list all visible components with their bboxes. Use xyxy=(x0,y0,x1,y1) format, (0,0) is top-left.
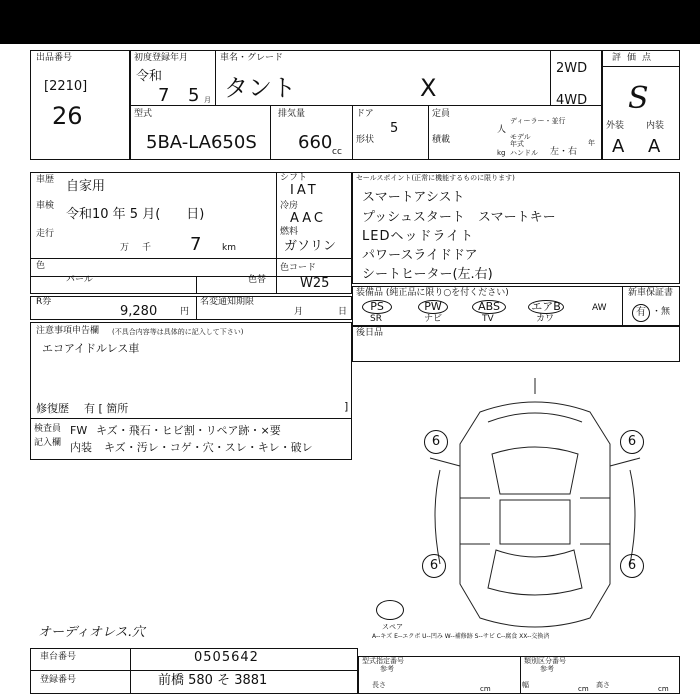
repair-close: ] xyxy=(344,400,349,413)
doors: 5 xyxy=(390,121,399,136)
inspection: 令和10 年 5 月( 日) xyxy=(66,207,205,222)
rear-seat-label: 後日品 xyxy=(356,328,384,338)
equipment-ps: PS xyxy=(362,300,392,314)
recycle-box xyxy=(30,296,352,320)
dealer-label: ディーラー・並行 xyxy=(510,117,566,125)
score-label: 評価点 xyxy=(612,53,658,63)
dim-cm: cm xyxy=(578,685,589,693)
chassis-label: 車台番号 xyxy=(40,652,77,662)
spare-label: スペア xyxy=(382,623,403,631)
dim-width-label: 幅 xyxy=(522,681,529,689)
fuel-label: 燃料 xyxy=(280,227,299,237)
color-label: 色 xyxy=(36,261,46,271)
cc-unit: cc xyxy=(332,147,342,157)
lot-number: 26 xyxy=(52,102,83,130)
repair-value: 有 [ 箇所 xyxy=(84,402,129,415)
inspector-label-2: 記入欄 xyxy=(34,438,62,448)
equipment-navi: ナビ xyxy=(424,314,443,324)
ref-label: 参考 xyxy=(540,665,554,673)
drive-2wd: 2WD xyxy=(556,61,588,76)
session-number: [2210] xyxy=(44,79,88,94)
recycle-fee: 9,280 xyxy=(120,304,158,319)
equipment-leather: カワ xyxy=(536,314,555,324)
grade: X xyxy=(420,74,437,102)
handle-value: 左・右 xyxy=(550,147,578,157)
inspector-label-1: 検査員 xyxy=(34,424,62,434)
load-label: 積載 xyxy=(432,135,451,145)
inspection-label: 車検 xyxy=(36,201,55,211)
car-body-diagram xyxy=(410,374,660,634)
ac: AAC xyxy=(290,211,326,226)
tire-mark: 6 xyxy=(422,554,446,578)
auction-sheet xyxy=(0,44,700,700)
sales-point-item: スマートアシスト xyxy=(362,190,465,205)
rear-box xyxy=(352,326,680,362)
tire-mark: 6 xyxy=(620,430,644,454)
doors-label: ドア xyxy=(356,109,374,119)
history: 自家用 xyxy=(66,179,106,194)
shift-label: シフト xyxy=(280,173,308,183)
drive-4wd: 4WD xyxy=(556,93,588,108)
kg-unit: kg xyxy=(497,149,506,157)
class-no-label: 類別区分番号 xyxy=(524,657,566,665)
equipment-abs: ABS xyxy=(472,300,506,314)
warranty-label: 新車保証書 xyxy=(628,288,674,298)
notes-label: 注意事項申告欄 xyxy=(36,326,100,336)
person-unit: 人 xyxy=(497,125,507,135)
dim-length-label: 長さ xyxy=(372,681,386,689)
inspector-ext-items: キズ・飛石・ヒビ割・リペア跡・×要 xyxy=(96,424,281,437)
year-unit: 年 xyxy=(588,139,595,147)
sales-point-item: シートヒーター(左.右) xyxy=(362,267,493,282)
score: S xyxy=(628,81,649,116)
tax-month: 月 xyxy=(294,307,304,317)
equipment-sr: SR xyxy=(370,314,382,324)
yen-unit: 円 xyxy=(180,307,190,317)
mileage-value: 7 xyxy=(190,234,202,255)
spare-tire-icon xyxy=(376,600,404,620)
equipment-tv: TV xyxy=(482,314,494,324)
spec-box xyxy=(358,656,680,694)
color: パール xyxy=(66,275,93,285)
inspector-int-prefix: 内装 xyxy=(70,441,92,454)
repair-label: 修復歴 xyxy=(36,402,69,415)
exterior-grade: A xyxy=(612,136,625,157)
reg-month: 5 xyxy=(188,85,200,106)
first-reg-label: 初度登録年月 xyxy=(134,53,189,63)
displacement: 660 xyxy=(298,132,333,153)
plate-label: 登録番号 xyxy=(40,675,77,685)
dim-cm: cm xyxy=(658,685,669,693)
ref-label: 参考 xyxy=(380,665,394,673)
color-change-label: 色替 xyxy=(248,275,267,285)
color-code: W25 xyxy=(300,276,330,291)
model-year-label: モデル年式 xyxy=(510,133,531,148)
recycle-label: R券 xyxy=(36,297,52,307)
color-code-label: 色コード xyxy=(280,263,317,273)
sales-point-item: LEDヘッドライト xyxy=(362,229,475,244)
interior-grade: A xyxy=(648,136,661,157)
tax-day: 日 xyxy=(338,307,348,317)
tire-mark: 6 xyxy=(424,430,448,454)
fuel: ガソリン xyxy=(284,239,337,254)
shape-label: 形状 xyxy=(356,135,375,145)
inspector-ext-prefix: FW xyxy=(70,424,88,437)
sales-point-item: プッシュスタート スマートキー xyxy=(362,210,556,225)
ac-label: 冷房 xyxy=(280,201,299,211)
tire-mark: 6 xyxy=(620,554,644,578)
capacity-label: 定員 xyxy=(432,109,451,119)
car-name: タント xyxy=(224,74,296,102)
mileage-label: 走行 xyxy=(36,229,55,239)
car-name-label: 車名・グレード xyxy=(220,53,284,63)
plate: 前橋 580 そ 3881 xyxy=(158,673,268,688)
displacement-label: 排気量 xyxy=(278,109,306,119)
warranty-no: ・無 xyxy=(652,307,671,317)
sales-point-item: パワースライドドア xyxy=(362,248,478,263)
month-unit: 月 xyxy=(204,96,211,104)
model-label: 型式 xyxy=(134,109,153,119)
notes-text: エコアイドルレス車 xyxy=(42,342,140,355)
mileage-units: 万 千 xyxy=(120,243,154,253)
tax-label: 名変通知期限 xyxy=(200,297,255,307)
equipment-aw: AW xyxy=(592,303,607,313)
chassis: 0505642 xyxy=(194,650,259,665)
history-label: 車歴 xyxy=(36,175,55,185)
damage-legend: A--キズ E--エクボ U--凹み W--補修跡 S--サビ C--腐食 XX--交換済 xyxy=(372,633,550,640)
handwritten-note: オーディオレス.穴 xyxy=(38,625,145,640)
sales-points-label: セールスポイント(正常に機能するものに限ります) xyxy=(356,174,515,182)
dim-cm: cm xyxy=(480,685,491,693)
equipment-airbag: エアB xyxy=(528,300,564,314)
reg-year: 7 xyxy=(158,85,170,106)
exterior-label: 外装 xyxy=(606,121,625,131)
top-black-bar xyxy=(0,0,700,44)
inspector-int-items: キズ・汚レ・コゲ・穴・スレ・キレ・破レ xyxy=(104,441,313,454)
lot-label: 出品番号 xyxy=(36,53,73,63)
dim-height-label: 高さ xyxy=(596,681,610,689)
warranty-yes: 有 xyxy=(632,304,650,322)
model-no-label: 型式指定番号 xyxy=(362,657,404,665)
notes-sublabel: (不具合内容等は具体的に記入して下さい) xyxy=(112,328,244,336)
handle-label: ハンドル xyxy=(510,149,538,157)
interior-label: 内装 xyxy=(646,121,665,131)
km-unit: km xyxy=(222,243,236,253)
shift: IAT xyxy=(290,183,319,198)
era: 令和 xyxy=(136,69,163,84)
equipment-pw: PW xyxy=(418,300,448,314)
equipment-label: 装備品 (純正品に限り○を付ください) xyxy=(356,288,509,298)
model: 5BA-LA650S xyxy=(146,132,257,153)
